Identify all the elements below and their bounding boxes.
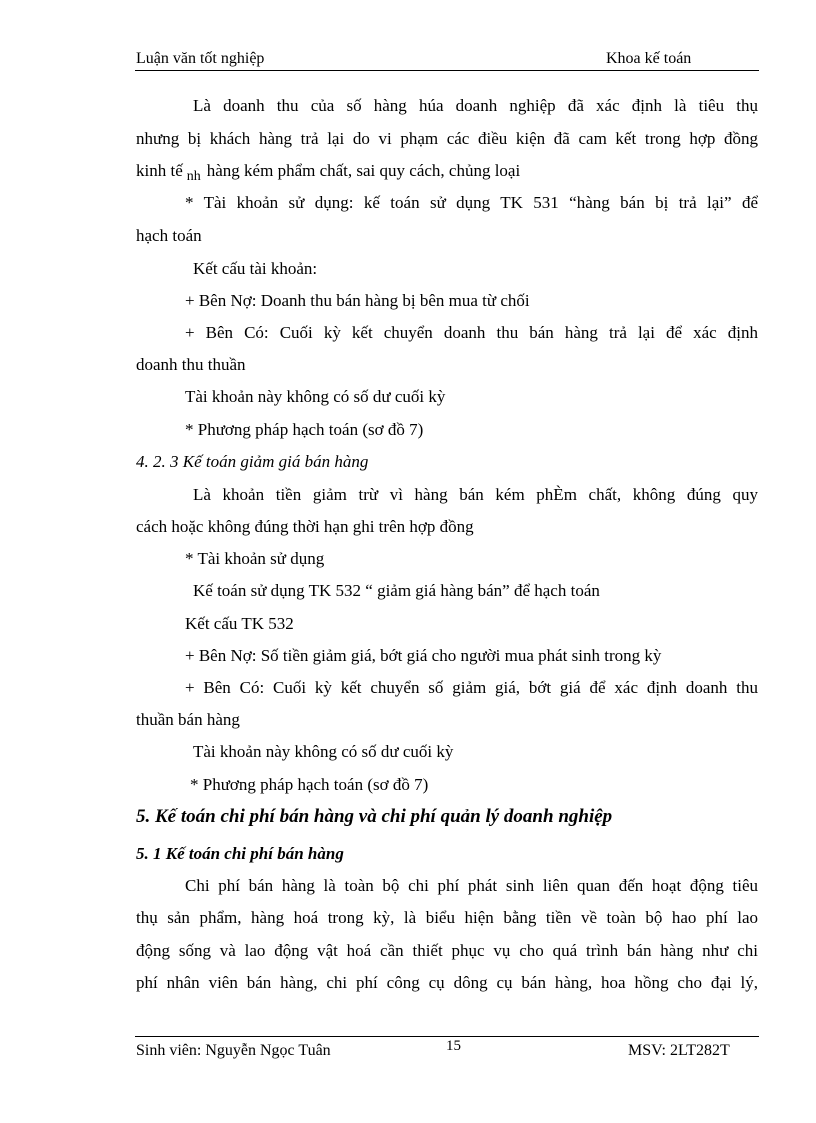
header-title-right: Khoa kế toán — [606, 50, 692, 67]
paragraph-line: + Bên Nợ: Số tiền giảm giá, bớt giá cho người mua phát sinh trong kỳ — [185, 646, 662, 665]
paragraph-line: động sống và lao động vật hoá cần thiết phục vụ cho quá trình bán hàng như chi — [136, 941, 758, 960]
paragraph-line: doanh thu thuần — [136, 355, 246, 374]
paragraph-line: thụ sản phẩm, hàng hoá trong kỳ, là biểu hiện bằng tiền về toàn bộ hao phí lao — [136, 908, 758, 927]
paragraph-line: + Bên Nợ: Doanh thu bán hàng bị bên mua từ chối — [185, 291, 530, 310]
paragraph-line: + Bên Có: Cuối kỳ kết chuyển số giảm giá, bớt giá để xác định doanh thu — [185, 678, 758, 697]
paragraph-line — [136, 161, 521, 184]
paragraph-line: Là doanh thu của số hàng húa doanh nghiệp đã xác định là tiêu thụ — [193, 96, 758, 115]
paragraph-line: Tài khoản này không có số dư cuối kỳ — [185, 387, 446, 406]
section-heading: 5. 1 Kế toán chi phí bán hàng — [136, 844, 344, 863]
subscript-text: nh — [186, 169, 201, 184]
paragraph-line: phí nhân viên bán hàng, chi phí công cụ dông cụ bán hàng, hoa hồng cho đại lý, — [136, 973, 758, 992]
paragraph-line: thuần bán hàng — [136, 710, 240, 729]
page-number: 15 — [446, 1038, 461, 1054]
paragraph-line: Là khoản tiền giảm trừ vì hàng bán kém phÈm chất, không đúng quy — [193, 485, 758, 504]
paragraph-line: * Phương pháp hạch toán (sơ đồ 7) — [190, 775, 429, 794]
paragraph-line: * Phương pháp hạch toán (sơ đồ 7) — [185, 420, 424, 439]
paragraph-line: Kế toán sử dụng TK 532 “ giảm giá hàng bán” để hạch toán — [193, 581, 600, 600]
paragraph-line: Tài khoản này không có số dư cuối kỳ — [193, 742, 454, 761]
footer-student-name: Sinh viên: Nguyễn Ngọc Tuân — [136, 1042, 331, 1059]
paragraph-line: cách hoặc không đúng thời hạn ghi trên hợp đồng — [136, 517, 474, 536]
text-run: kinh tế — [136, 161, 183, 180]
chapter-heading: 5. Kế toán chi phí bán hàng và chi phí quản lý doanh nghiệp — [136, 806, 613, 827]
footer-student-id: MSV: 2LT282T — [628, 1042, 730, 1059]
header-title-left: Luận văn tốt nghiệp — [136, 50, 265, 67]
footer-rule — [135, 1036, 759, 1037]
paragraph-line: Kết cấu TK 532 — [185, 614, 294, 633]
paragraph-line: * Tài khoản sử dụng — [185, 549, 325, 568]
paragraph-line: hạch toán — [136, 226, 202, 245]
text-run: hàng kém phẩm chất, sai quy cách, chủng loại — [206, 161, 521, 180]
paragraph-line: Kết cấu tài khoản: — [193, 259, 318, 278]
section-heading: 4. 2. 3 Kế toán giảm giá bán hàng — [136, 452, 369, 471]
paragraph-line: Chi phí bán hàng là toàn bộ chi phí phát sinh liên quan đến hoạt động tiêu — [185, 876, 758, 895]
paragraph-line: nhưng bị khách hàng trả lại do vi phạm các điều kiện đã cam kết trong hợp đồng — [136, 129, 758, 148]
paragraph-line: + Bên Có: Cuối kỳ kết chuyển doanh thu bán hàng trả lại để xác định — [185, 323, 758, 342]
header-rule — [135, 70, 759, 71]
paragraph-line: * Tài khoản sử dụng: kế toán sử dụng TK 531 “hàng bán bị trả lại” để — [185, 193, 758, 212]
